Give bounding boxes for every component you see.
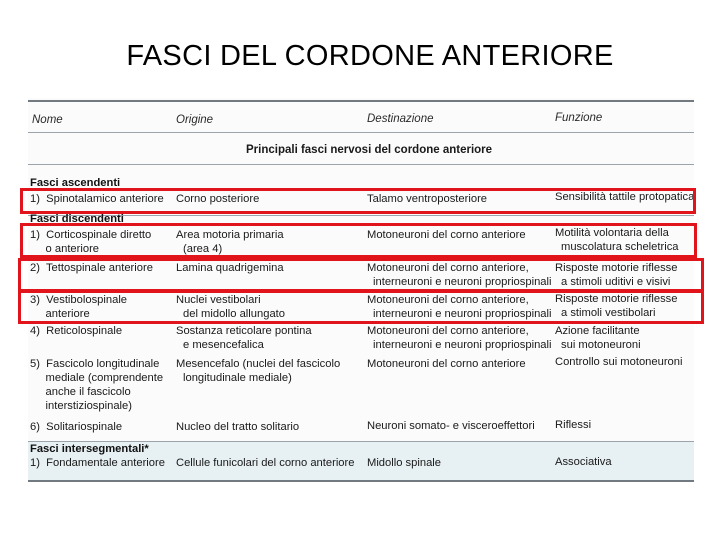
- table-cell-origin: Lamina quadrigemina: [176, 262, 284, 274]
- table-cell-function: Sensibilità tattile protopatica: [555, 191, 695, 203]
- table-cell-function: Azione facilitante: [555, 325, 640, 337]
- table-cell-name: 2) Tettospinale anteriore: [30, 262, 153, 274]
- table-bottom-rule: [28, 480, 694, 482]
- table-cell-name: interstiziospinale): [30, 400, 132, 412]
- table-cell-function: muscolatura scheletrica: [561, 241, 679, 253]
- table-cell-origin: longitudinale mediale): [183, 372, 292, 384]
- table-cell-name: 5) Fascicolo longitudinale: [30, 358, 160, 370]
- group-label-discendenti: Fasci discendenti: [30, 213, 124, 225]
- caption-rule: [28, 164, 694, 165]
- slide-title: FASCI DEL CORDONE ANTERIORE: [126, 40, 614, 72]
- group-label-intersegmentali: Fasci intersegmentali*: [30, 443, 149, 455]
- table-cell-destination: interneuroni e neuroni propriospinali: [373, 308, 552, 320]
- highlight-box-tettospinale: [18, 258, 704, 292]
- table-cell-function: Risposte motorie riflesse: [555, 293, 678, 305]
- highlight-box-corticospinale: [20, 223, 697, 258]
- table-cell-origin: Area motoria primaria: [176, 229, 284, 241]
- table-cell-origin: Corno posteriore: [176, 193, 260, 205]
- table-cell-destination: Neuroni somato- e visceroeffettori: [367, 420, 535, 432]
- table-cell-destination: Motoneuroni del corno anteriore,: [367, 262, 529, 274]
- table-cell-name: 3) Vestibolospinale: [30, 294, 128, 306]
- table-cell-origin: Cellule funicolari del corno anteriore: [176, 457, 355, 469]
- table-top-rule: [28, 100, 694, 102]
- highlight-box-vestibolospinale: [18, 290, 704, 324]
- table-cell-origin: del midollo allungato: [183, 308, 285, 320]
- column-header-destinazione: Destinazione: [367, 113, 434, 125]
- header-rule: [28, 132, 694, 133]
- table-cell-name: 4) Reticolospinale: [30, 325, 123, 337]
- table-cell-destination: Talamo ventroposteriore: [367, 193, 488, 205]
- table-cell-destination: interneuroni e neuroni propriospinali: [373, 276, 552, 288]
- table-cell-name: anteriore: [30, 308, 90, 320]
- table-cell-name: o anteriore: [30, 243, 100, 255]
- table-cell-destination: Motoneuroni del corno anteriore,: [367, 294, 529, 306]
- table-cell-destination: interneuroni e neuroni propriospinali: [373, 339, 552, 351]
- table-cell-destination: Motoneuroni del corno anteriore: [367, 358, 526, 370]
- table-cell-origin: e mesencefalica: [183, 339, 264, 351]
- table-cell-origin: (area 4): [183, 243, 223, 255]
- table-cell-name: mediale (comprendente: [30, 372, 164, 384]
- table-cell-function: a stimoli vestibolari: [561, 307, 656, 319]
- table-cell-origin: Nucleo del tratto solitario: [176, 421, 300, 433]
- table-caption: Principali fasci nervosi del cordone anteriore: [246, 144, 493, 156]
- table-cell-function: Risposte motorie riflesse: [555, 262, 678, 274]
- table-cell-function: Controllo sui motoneuroni: [555, 356, 683, 368]
- highlight-box-spinotalamico: [20, 188, 696, 214]
- table-cell-name: 1) Spinotalamico anteriore: [30, 193, 164, 205]
- table-cell-destination: Motoneuroni del corno anteriore: [367, 229, 526, 241]
- table-cell-name: 6) Solitariospinale: [30, 421, 123, 433]
- table-cell-origin: Sostanza reticolare pontina: [176, 325, 312, 337]
- table-cell-function: Riflessi: [555, 419, 592, 431]
- table-cell-name: 1) Corticospinale diretto: [30, 229, 152, 241]
- group-rule-1: [28, 215, 694, 216]
- table-cell-function: sui motoneuroni: [561, 339, 641, 351]
- table-cell-function: Associativa: [555, 456, 612, 468]
- table-cell-name: anche il fascicolo: [30, 386, 131, 398]
- table-cell-origin: Mesencefalo (nuclei del fascicolo: [176, 358, 341, 370]
- column-header-origine: Origine: [176, 114, 214, 126]
- column-header-funzione: Funzione: [555, 112, 603, 124]
- table-cell-function: a stimoli uditivi e visivi: [561, 276, 671, 288]
- table-cell-destination: Motoneuroni del corno anteriore,: [367, 325, 529, 337]
- table-cell-origin: Nuclei vestibolari: [176, 294, 261, 306]
- table-cell-destination: Midollo spinale: [367, 457, 442, 469]
- group-label-ascendenti: Fasci ascendenti: [30, 177, 121, 189]
- table-cell-function: Motilità volontaria della: [555, 227, 669, 239]
- column-header-nome: Nome: [32, 114, 63, 126]
- table-cell-name: 1) Fondamentale anteriore: [30, 457, 165, 469]
